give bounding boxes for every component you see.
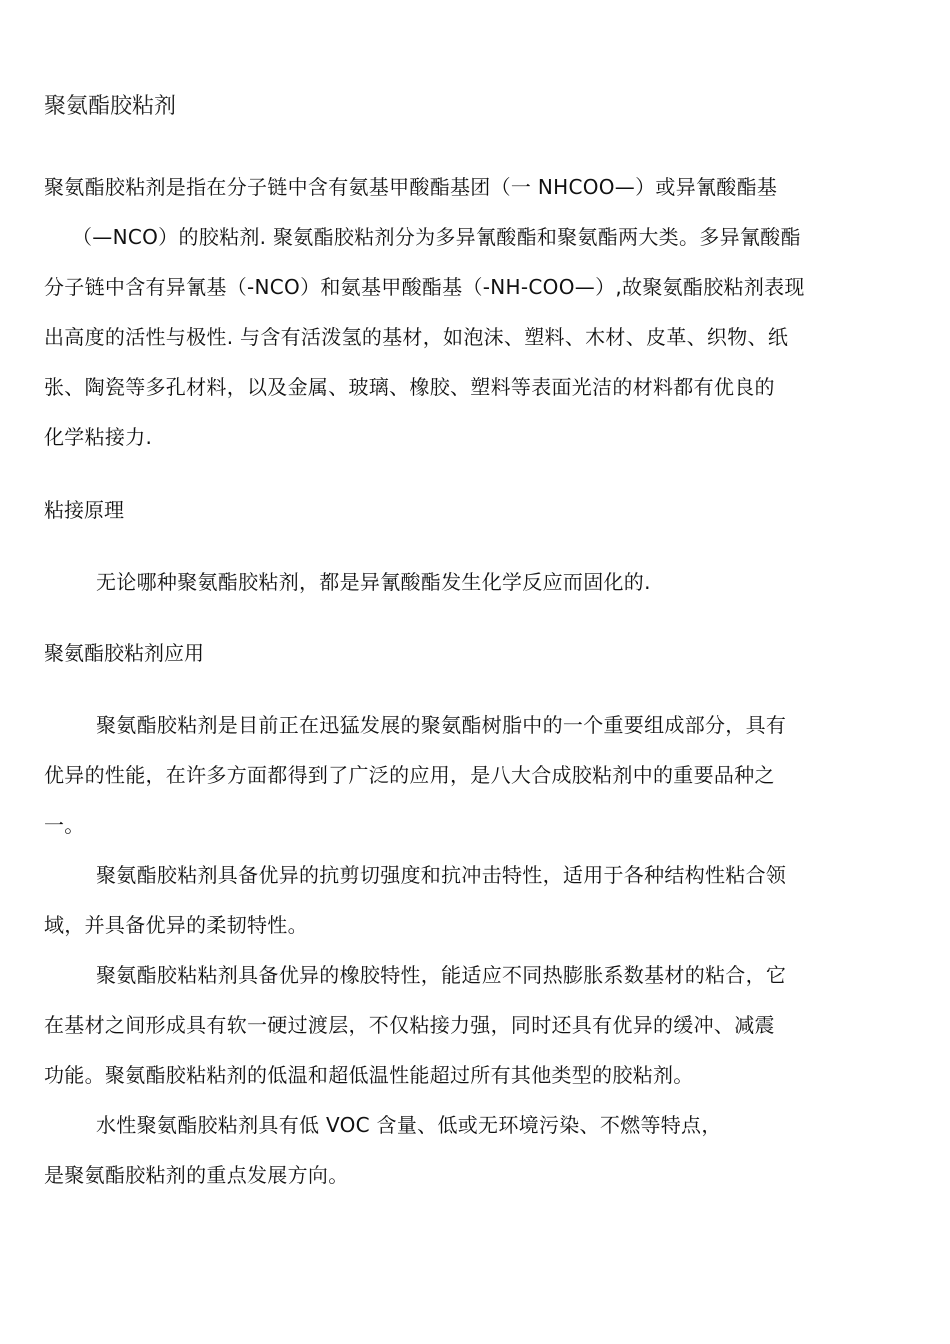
intro-paragraph xyxy=(44,162,910,462)
principle-line-1: 无论哪种聚氨酯胶粘剂，都是异氰酸酯发生化学反应而固化的. xyxy=(96,570,651,594)
page-title: 聚氨酯胶粘剂 xyxy=(44,94,177,119)
application-p1-line-2: 优异的性能，在许多方面都得到了广泛的应用，是八大合成胶粘剂中的重要品种之 xyxy=(44,763,775,787)
intro-line-1: 聚氨酯胶粘剂是指在分子链中含有氨基甲酸酯基团（一 NHCOO—）或异氰酸酯基 xyxy=(44,175,778,199)
intro-line-4: 出高度的活性与极性. 与含有活泼氢的基材，如泡沫、塑料、木材、皮革、织物、纸 xyxy=(44,325,789,349)
intro-line-5: 张、陶瓷等多孔材料，以及金属、玻璃、橡胶、塑料等表面光洁的材料都有优良的 xyxy=(44,375,775,399)
application-p2-line-1: 聚氨酯胶粘剂具备优异的抗剪切强度和抗冲击特性，适用于各种结构性粘合领 xyxy=(96,863,787,887)
application-p2-line-2: 域，并具备优异的柔韧特性。 xyxy=(44,913,308,937)
application-p3-line-1: 聚氨酯胶粘粘剂具备优异的橡胶特性，能适应不同热膨胀系数基材的粘合，它 xyxy=(96,963,787,987)
application-paragraph-1 xyxy=(44,700,910,850)
intro-line-3: 分子链中含有异氰基（-NCO）和氨基甲酸酯基（-NH-COO—）,故聚氨酯胶粘剂表现 xyxy=(44,275,805,299)
application-p1-line-3: 一。 xyxy=(44,813,85,837)
application-p3-line-3: 功能。聚氨酯胶粘粘剂的低温和超低温性能超过所有其他类型的胶粘剂。 xyxy=(44,1063,694,1087)
section-heading-principle: 粘接原理 xyxy=(44,498,124,522)
application-p4-line-1: 水性聚氨酯胶粘剂具有低 VOC 含量、低或无环境污染、不燃等特点， xyxy=(96,1113,722,1137)
application-paragraph-3 xyxy=(44,950,910,1100)
section-heading-application: 聚氨酯胶粘剂应用 xyxy=(44,641,204,665)
application-paragraph-4 xyxy=(44,1100,910,1200)
application-p1-line-1: 聚氨酯胶粘剂是目前正在迅猛发展的聚氨酯树脂中的一个重要组成部分，具有 xyxy=(96,713,787,737)
principle-paragraph xyxy=(44,557,910,607)
intro-line-6: 化学粘接力. xyxy=(44,425,153,449)
application-p4-line-2: 是聚氨酯胶粘剂的重点发展方向。 xyxy=(44,1163,349,1187)
intro-line-2: （—NCO）的胶粘剂. 聚氨酯胶粘剂分为多异氰酸酯和聚氨酯两大类。多异氰酸酯 xyxy=(72,225,801,249)
application-paragraph-2 xyxy=(44,850,910,950)
application-p3-line-2: 在基材之间形成具有软一硬过渡层，不仅粘接力强，同时还具有优异的缓冲、减震 xyxy=(44,1013,775,1037)
